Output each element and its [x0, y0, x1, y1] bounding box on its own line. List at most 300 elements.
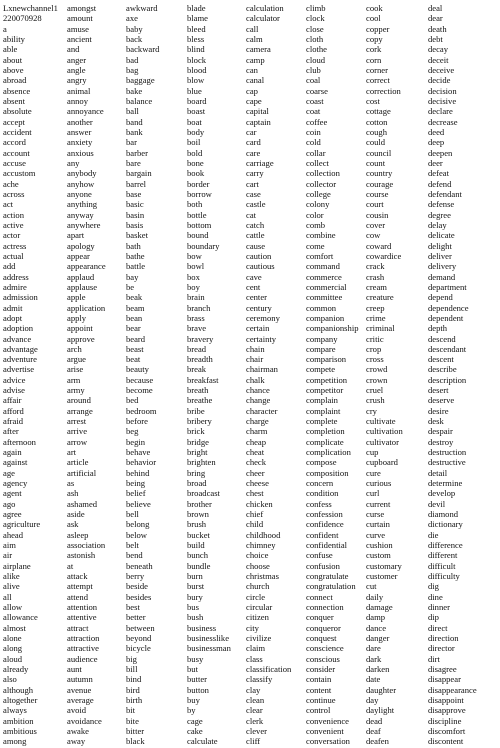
- word-entry: anybody: [67, 168, 97, 179]
- word-entry: chimney: [246, 540, 276, 551]
- word-entry: behavior: [126, 457, 157, 468]
- word-column-3: [126, 3, 187, 747]
- word-entry: bribe: [187, 405, 205, 416]
- word-entry: bow: [187, 250, 202, 261]
- word-entry: ball: [126, 106, 139, 117]
- word-entry: committee: [306, 292, 343, 303]
- word-entry: classification: [246, 664, 292, 674]
- word-entry: apology: [67, 240, 95, 251]
- word-entry: across: [3, 188, 25, 199]
- word-entry: calculator: [246, 13, 280, 24]
- word-entry: ambition: [3, 715, 34, 726]
- word-entry: discomfort: [428, 725, 466, 736]
- word-entry: destructive: [428, 457, 466, 468]
- word-entry: almost: [3, 622, 26, 633]
- word-entry: art: [67, 447, 77, 458]
- word-entry: disappearance: [428, 684, 477, 695]
- word-entry: branch: [187, 302, 211, 313]
- word-entry: dig: [428, 581, 439, 592]
- word-entry: calculation: [246, 3, 284, 13]
- word-entry: bright: [187, 447, 208, 458]
- word-entry: bring: [187, 467, 206, 478]
- word-entry: black: [126, 736, 145, 747]
- word-entry: coward: [366, 240, 392, 251]
- word-entry: agree: [3, 509, 22, 520]
- word-entry: attend: [67, 591, 88, 602]
- word-entry: blow: [187, 75, 205, 86]
- word-entry: break: [187, 364, 207, 375]
- word-entry: always: [3, 705, 27, 716]
- word-entry: businessman: [187, 643, 231, 654]
- word-entry: bad: [126, 54, 139, 65]
- word-entry: correct: [366, 75, 390, 86]
- word-entry: arm: [67, 374, 81, 385]
- word-entry: dare: [366, 643, 381, 654]
- word-entry: cowardice: [366, 250, 402, 261]
- word-entry: curl: [366, 488, 380, 499]
- word-entry: bottle: [187, 209, 207, 220]
- word-entry: attract: [67, 622, 89, 633]
- word-entry: anyhow: [67, 178, 95, 189]
- word-entry: actual: [3, 250, 24, 261]
- word-entry: club: [306, 64, 321, 75]
- word-entry: critic: [366, 333, 384, 344]
- word-entry: altogether: [3, 694, 38, 705]
- word-entry: buy: [187, 694, 200, 705]
- word-entry: breadth: [187, 354, 213, 365]
- word-entry: animal: [67, 85, 91, 96]
- word-entry: cheat: [246, 447, 265, 458]
- word-entry: character: [246, 405, 278, 416]
- word-entry: afford: [3, 405, 24, 416]
- word-entry: citizen: [246, 612, 269, 623]
- word-entry: appear: [67, 250, 90, 261]
- word-entry: afternoon: [3, 436, 36, 447]
- word-entry: conquest: [306, 633, 337, 644]
- word-entry: bitter: [126, 725, 145, 736]
- word-entry: bargain: [126, 168, 152, 179]
- word-entry: cat: [246, 209, 257, 220]
- word-entry: christmas: [246, 571, 279, 582]
- word-entry: despair: [428, 426, 453, 437]
- word-entry: butter: [187, 674, 208, 685]
- word-entry: crush: [366, 395, 385, 406]
- word-entry: course: [366, 188, 389, 199]
- word-entry: disappear: [428, 674, 461, 685]
- word-entry: but: [187, 664, 198, 674]
- word-entry: cupboard: [366, 457, 398, 468]
- word-entry: congratulate: [306, 571, 349, 582]
- word-entry: audience: [67, 653, 98, 664]
- word-entry: brain: [187, 292, 205, 303]
- word-entry: carriage: [246, 157, 274, 168]
- word-entry: about: [3, 54, 23, 65]
- word-entry: bank: [126, 126, 143, 137]
- word-entry: control: [306, 705, 331, 716]
- word-entry: civilize: [246, 633, 272, 644]
- word-entry: difficult: [428, 560, 456, 571]
- word-entry: cattle: [246, 230, 265, 241]
- word-entry: autumn: [67, 674, 93, 685]
- word-entry: complication: [306, 447, 351, 458]
- word-entry: baby: [126, 23, 143, 34]
- word-entry: approve: [67, 333, 95, 344]
- word-entry: deserve: [428, 395, 455, 406]
- word-entry: competitor: [306, 385, 344, 396]
- word-entry: deed: [428, 126, 445, 137]
- word-entry: composition: [306, 467, 349, 478]
- word-entry: clever: [246, 725, 267, 736]
- word-entry: blame: [187, 13, 208, 24]
- word-entry: breathe: [187, 395, 213, 406]
- word-entry: companion: [306, 312, 345, 323]
- word-entry: cliff: [246, 736, 261, 747]
- word-entry: basin: [126, 209, 145, 220]
- word-entry: clay: [246, 684, 261, 695]
- word-entry: city: [246, 622, 259, 633]
- word-entry: curse: [366, 509, 385, 520]
- word-entry: decision: [428, 85, 457, 96]
- word-entry: declare: [428, 106, 453, 117]
- word-entry: arrow: [67, 436, 88, 447]
- word-entry: balance: [126, 95, 153, 106]
- word-entry: catch: [246, 219, 265, 230]
- word-entry: advertise: [3, 364, 35, 375]
- word-entry: bridge: [187, 436, 209, 447]
- word-entry: coin: [306, 126, 321, 137]
- word-entry: dirt: [428, 653, 440, 664]
- word-entry: cup: [366, 447, 379, 458]
- word-entry: climb: [306, 3, 326, 13]
- word-entry: coarse: [306, 85, 328, 96]
- word-entry: bed: [126, 395, 139, 406]
- word-entry: deceit: [428, 54, 449, 65]
- word-entry: circular: [246, 602, 273, 613]
- word-entry: breakfast: [187, 374, 219, 385]
- word-entry: accustom: [3, 168, 36, 179]
- word-entry: afraid: [3, 416, 24, 427]
- word-entry: beside: [126, 581, 148, 592]
- word-entry: businesslike: [187, 633, 230, 644]
- word-entry: cultivate: [366, 416, 396, 427]
- word-entry: actor: [3, 230, 21, 241]
- word-entry: bare: [126, 157, 141, 168]
- word-entry: bake: [126, 85, 143, 96]
- word-entry: danger: [366, 633, 390, 644]
- word-entry: corner: [366, 64, 388, 75]
- word-entry: attempt: [67, 581, 93, 592]
- word-entry: apart: [67, 230, 85, 241]
- word-entry: class: [246, 653, 263, 664]
- word-column-7: [366, 3, 428, 747]
- word-entry: camera: [246, 44, 271, 55]
- word-entry: dip: [428, 612, 439, 623]
- word-entry: card: [246, 137, 261, 148]
- word-entry: come: [306, 240, 325, 251]
- word-entry: curious: [366, 478, 392, 489]
- word-entry: all: [3, 591, 12, 602]
- word-entry: cause: [246, 240, 266, 251]
- word-entry: accept: [3, 116, 25, 127]
- word-entry: correction: [366, 85, 401, 96]
- word-entry: business: [187, 622, 217, 633]
- word-entry: absolute: [3, 106, 32, 117]
- word-entry: cost: [366, 95, 380, 106]
- word-entry: basket: [126, 230, 148, 241]
- word-entry: belt: [126, 540, 139, 551]
- word-entry: determine: [428, 478, 463, 489]
- word-entry: attention: [67, 602, 98, 613]
- word-entry: asleep: [67, 529, 89, 540]
- word-entry: attractive: [67, 643, 99, 654]
- word-entry: crash: [366, 271, 385, 282]
- word-entry: clerk: [246, 715, 264, 726]
- word-entry: complain: [306, 395, 338, 406]
- word-entry: avoidance: [67, 715, 102, 726]
- word-entry: bravery: [187, 333, 214, 344]
- word-entry: arrange: [67, 405, 93, 416]
- word-entry: confident: [306, 529, 339, 540]
- word-entry: apple: [67, 292, 86, 303]
- word-entry: anyway: [67, 209, 94, 220]
- word-entry: claim: [246, 643, 266, 654]
- word-entry: deafen: [366, 736, 389, 747]
- word-entry: conquer: [306, 612, 334, 623]
- word-entry: birth: [126, 694, 143, 705]
- word-entry: barber: [126, 147, 148, 158]
- word-entry: circle: [246, 591, 266, 602]
- word-entry: dependence: [428, 302, 469, 313]
- word-entry: cook: [366, 3, 383, 13]
- word-entry: bound: [187, 230, 209, 241]
- word-entry: accuse: [3, 157, 26, 168]
- word-entry: blade: [187, 3, 206, 13]
- word-entry: bread: [187, 343, 207, 354]
- word-entry: desire: [428, 405, 449, 416]
- word-entry: by: [187, 705, 196, 716]
- word-entry: berry: [126, 571, 145, 582]
- word-entry: defeat: [428, 168, 449, 179]
- word-entry: comb: [306, 219, 326, 230]
- word-entry: check: [246, 457, 267, 468]
- word-entry: condition: [306, 488, 339, 499]
- word-entry: cream: [366, 281, 387, 292]
- word-entry: affair: [3, 395, 22, 406]
- word-entry: camp: [246, 54, 265, 65]
- word-entry: deliver: [428, 250, 452, 261]
- word-entry: bit: [126, 705, 136, 716]
- word-entry: broadcast: [187, 488, 220, 499]
- word-entry: brick: [187, 426, 205, 437]
- word-entry: contain: [306, 674, 332, 685]
- word-entry: car: [246, 126, 257, 137]
- word-entry: confidence: [306, 519, 344, 530]
- word-entry: behind: [126, 467, 150, 478]
- word-entry: department: [428, 281, 467, 292]
- word-entry: coffee: [306, 116, 328, 127]
- word-entry: chest: [246, 488, 264, 499]
- word-entry: develop: [428, 488, 456, 499]
- word-entry: backward: [126, 44, 160, 55]
- word-entry: big: [126, 653, 137, 664]
- word-column-8: [428, 3, 499, 747]
- word-entry: compare: [306, 343, 336, 354]
- word-entry: charm: [246, 426, 268, 437]
- word-entry: coal: [306, 75, 321, 86]
- word-entry: concern: [306, 478, 334, 489]
- word-entry: beat: [126, 354, 141, 365]
- word-entry: devil: [428, 498, 446, 509]
- word-entry: delicate: [428, 230, 455, 241]
- word-entry: boy: [187, 281, 200, 292]
- word-entry: ago: [3, 498, 16, 509]
- word-entry: coat: [306, 106, 321, 117]
- word-entry: bath: [126, 240, 141, 251]
- word-entry: cottage: [366, 106, 391, 117]
- word-entry: calm: [246, 33, 263, 44]
- word-entry: cave: [246, 271, 262, 282]
- word-entry: block: [187, 54, 207, 65]
- word-entry: below: [126, 529, 148, 540]
- word-entry: anything: [67, 199, 98, 210]
- word-entry: descend: [428, 333, 456, 344]
- word-entry: absence: [3, 85, 31, 96]
- word-entry: awake: [67, 725, 89, 736]
- word-entry: average: [67, 694, 94, 705]
- word-entry: adopt: [3, 312, 23, 323]
- word-entry: compete: [306, 364, 336, 375]
- word-entry: ahead: [3, 529, 24, 540]
- word-entry: conversation: [306, 736, 350, 747]
- word-entry: descendant: [428, 343, 467, 354]
- word-entry: arch: [67, 343, 82, 354]
- word-entry: both: [187, 199, 203, 210]
- word-entry: dear: [428, 13, 443, 24]
- word-entry: belief: [126, 488, 146, 499]
- word-entry: competition: [306, 374, 348, 385]
- word-entry: council: [366, 147, 392, 158]
- word-entry: conqueror: [306, 622, 341, 633]
- word-entry: discontent: [428, 736, 464, 747]
- word-entry: active: [3, 219, 24, 230]
- word-entry: castle: [246, 199, 266, 210]
- word-entry: collect: [306, 157, 329, 168]
- word-entry: body: [187, 126, 205, 137]
- word-entry: classify: [246, 674, 273, 685]
- word-entry: brighten: [187, 457, 216, 468]
- word-entry: because: [126, 374, 154, 385]
- word-entry: brass: [187, 312, 205, 323]
- word-entry: attentive: [67, 612, 97, 623]
- word-entry: actress: [3, 240, 27, 251]
- word-entry: beast: [126, 343, 144, 354]
- word-entry: defense: [428, 199, 455, 210]
- word-entry: chicken: [246, 498, 273, 509]
- word-entry: bird: [126, 684, 140, 695]
- word-entry: change: [246, 395, 271, 406]
- word-entry: bus: [187, 602, 199, 613]
- word-entry: cow: [366, 230, 381, 241]
- word-entry: agent: [3, 488, 22, 499]
- word-entry: angry: [67, 75, 87, 86]
- word-entry: amount: [67, 13, 93, 24]
- word-entry: confuse: [306, 550, 333, 561]
- word-entry: bathe: [126, 250, 145, 261]
- word-entry: able: [3, 44, 18, 55]
- word-entry: cultivation: [366, 426, 403, 437]
- word-entry: coast: [306, 95, 324, 106]
- word-entry: amuse: [67, 23, 89, 34]
- word-entry: cool: [366, 13, 381, 24]
- word-entry: bury: [187, 591, 203, 602]
- word-entry: convenience: [306, 715, 349, 726]
- word-entry: bucket: [187, 529, 210, 540]
- word-entry: cruel: [366, 385, 384, 396]
- word-entry: chief: [246, 509, 264, 520]
- word-entry: daughter: [366, 684, 397, 695]
- word-entry: boast: [187, 106, 206, 117]
- word-entry: collection: [306, 168, 340, 179]
- word-entry: child: [246, 519, 264, 530]
- word-entry: accident: [3, 126, 32, 137]
- word-entry: ability: [3, 33, 25, 44]
- word-entry: baggage: [126, 75, 155, 86]
- word-entry: button: [187, 684, 209, 695]
- word-entry: deep: [428, 137, 445, 148]
- word-entry: direction: [428, 633, 459, 644]
- word-entry: adventure: [3, 354, 37, 365]
- word-entry: dance: [366, 622, 387, 633]
- word-entry: deceive: [428, 64, 455, 75]
- word-entry: comparison: [306, 354, 347, 365]
- word-entry: copper: [366, 23, 390, 34]
- word-entry: crime: [366, 312, 386, 323]
- word-entry: corn: [366, 54, 382, 65]
- word-entry: difference: [428, 540, 463, 551]
- header-line: 220070928: [3, 13, 42, 24]
- word-entry: aim: [3, 540, 16, 551]
- word-entry: army: [67, 385, 85, 396]
- word-entry: become: [126, 385, 153, 396]
- word-entry: cork: [366, 44, 382, 55]
- word-entry: damp: [366, 612, 386, 623]
- word-entry: common: [306, 302, 337, 313]
- word-entry: cent: [246, 281, 261, 292]
- word-entry: church: [246, 581, 270, 592]
- word-entry: accord: [3, 137, 26, 148]
- word-entry: annoy: [67, 95, 89, 106]
- word-entry: deer: [428, 157, 443, 168]
- word-entry: convenient: [306, 725, 344, 736]
- word-entry: any: [67, 157, 80, 168]
- word-entry: argue: [67, 354, 86, 365]
- word-entry: daily: [366, 591, 384, 602]
- word-entry: battle: [126, 261, 146, 272]
- word-entry: attraction: [67, 633, 100, 644]
- word-entry: descent: [428, 354, 454, 365]
- word-entry: advantage: [3, 343, 38, 354]
- word-entry: action: [3, 209, 24, 220]
- word-entry: court: [366, 199, 384, 210]
- word-entry: cake: [187, 725, 203, 736]
- word-entry: death: [428, 23, 447, 34]
- word-entry: cousin: [366, 209, 389, 220]
- word-entry: chance: [246, 385, 270, 396]
- word-entry: cape: [246, 95, 262, 106]
- word-entry: apply: [67, 312, 87, 323]
- word-entry: bite: [126, 715, 139, 726]
- word-entry: description: [428, 374, 467, 385]
